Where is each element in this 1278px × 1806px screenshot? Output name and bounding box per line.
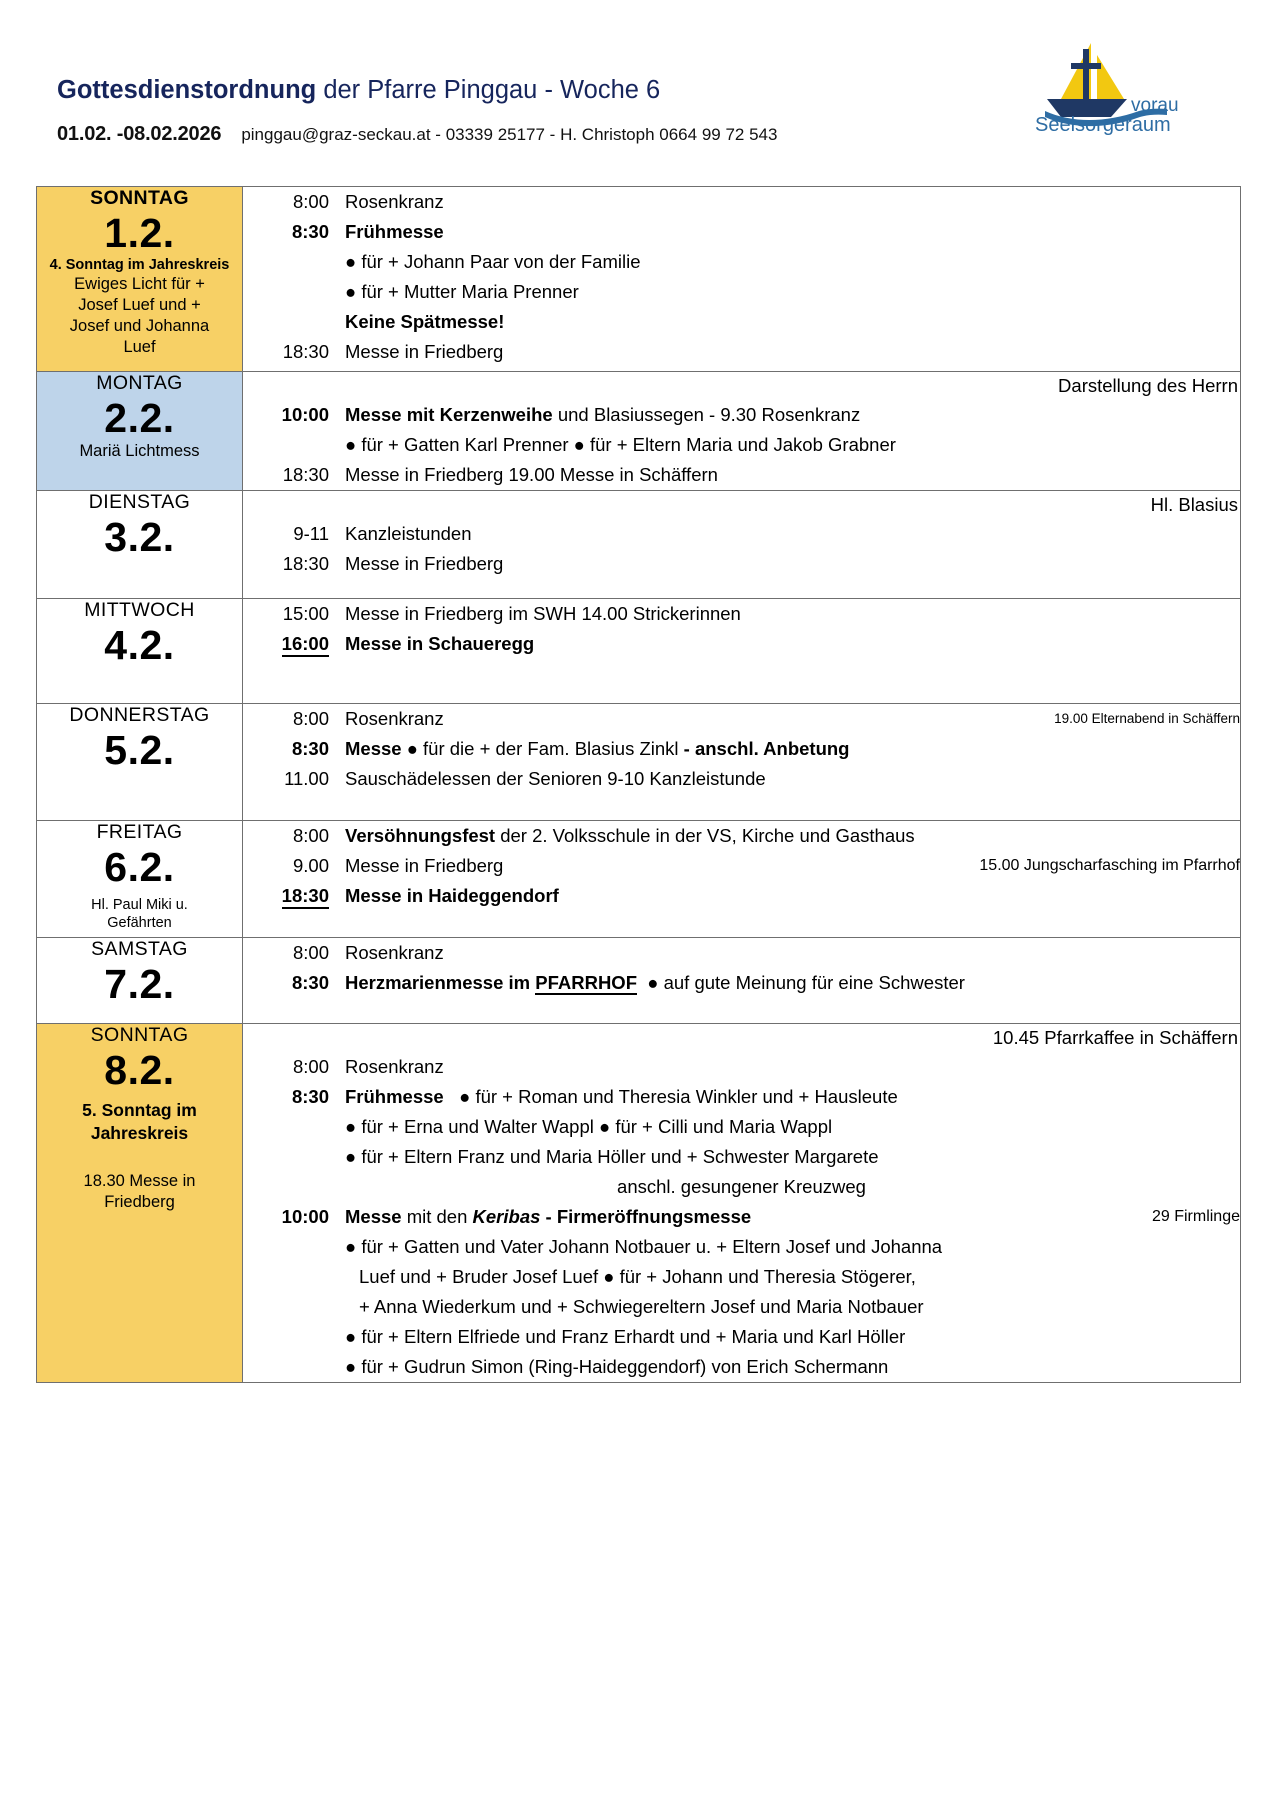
intention-text: ● für + Eltern Franz und Maria Höller und + Schwester Margarete — [345, 1146, 879, 1167]
intention-line — [243, 1292, 1240, 1322]
day-cell-sonntag-1-2 — [37, 187, 243, 372]
service-time: 18:30 — [282, 464, 329, 485]
day-feast-title: Hl. Blasius — [1150, 494, 1238, 515]
service-side-note: 29 Firmlinge — [1151, 1208, 1240, 1225]
day-cell-mittwoch-4-2 — [37, 599, 243, 704]
intention-text: ● für + Erna und Walter Wappl ● für + Cilli und Maria Wappl — [345, 1116, 833, 1137]
day-note-line: Mariä Lichtmess — [79, 442, 200, 460]
day-number: 1.2. — [104, 210, 175, 256]
day-content-mittwoch-4-2 — [243, 599, 1241, 704]
day-cell-samstag-7-2 — [37, 938, 243, 1024]
service-entry — [243, 734, 1240, 764]
intention-line — [243, 307, 1240, 337]
weekly-schedule-table — [36, 186, 1241, 1383]
intention-text: ● für + Gudrun Simon (Ring-Haideggendorf) von Erich Schermann — [345, 1356, 889, 1377]
day-cell-freitag-6-2 — [37, 821, 243, 938]
service-description: Messe in Friedberg 19.00 Messe in Schäffern — [345, 464, 718, 485]
day-number: 3.2. — [104, 514, 175, 560]
service-time: 8:30 — [291, 221, 329, 242]
service-entry — [243, 217, 1240, 247]
service-time: 8:30 — [291, 1086, 329, 1107]
service-description: Herzmarienmesse im PFARRHOF ● auf gute Meinung für eine Schwester — [345, 972, 965, 993]
day-number: 2.2. — [104, 395, 175, 441]
date-range: 01.02. -08.02.2026 — [57, 123, 222, 145]
sailboat-cross-icon — [1027, 25, 1202, 135]
vorau-seelsorgeraum-logo — [1027, 25, 1202, 135]
service-entry — [243, 460, 1240, 490]
schedule-row — [37, 491, 1241, 599]
service-description: Messe in Friedberg — [345, 855, 504, 876]
service-description: Frühmesse ● für + Roman und Theresia Winkler und + Hausleute — [345, 1086, 898, 1107]
service-time: 9-11 — [293, 523, 329, 544]
service-entry — [243, 599, 1240, 629]
service-time: 8:30 — [291, 972, 329, 993]
day-name: FREITAG — [96, 821, 183, 843]
day-name: DIENSTAG — [88, 491, 191, 513]
day-feast-note: 4. Sonntag im Jahreskreis — [49, 257, 230, 273]
schedule-row — [37, 938, 1241, 1024]
service-time: 8:00 — [292, 708, 329, 729]
service-side-note: 19.00 Elternabend in Schäffern — [1054, 711, 1240, 726]
intention-text: + Anna Wiederkum und + Schwiegereltern Josef und Maria Notbauer — [359, 1296, 924, 1317]
title-bold-part: Gottesdienstordnung — [57, 76, 317, 104]
service-time — [243, 629, 345, 659]
service-description: Rosenkranz — [345, 942, 444, 963]
day-note-line: Josef Luef und + — [78, 296, 201, 314]
intention-line — [243, 430, 1240, 460]
service-time: 9.00 — [292, 855, 329, 876]
day-number: 6.2. — [104, 844, 175, 890]
day-feast-title: 10.45 Pfarrkaffee in Schäffern — [992, 1027, 1238, 1048]
service-entry — [243, 764, 1240, 794]
intention-text: ● für + Mutter Maria Prenner — [345, 281, 579, 302]
day-content-dienstag-3-2 — [243, 491, 1241, 599]
service-time: 15:00 — [282, 603, 329, 624]
day-number: 4.2. — [104, 622, 175, 668]
service-description: Messe in Friedberg — [345, 341, 504, 362]
day-name: SONNTAG — [90, 1024, 189, 1046]
day-number: 8.2. — [104, 1047, 175, 1093]
service-description: Rosenkranz — [345, 708, 444, 729]
intention-text: ● für + Gatten Karl Prenner ● für + Eltern Maria und Jakob Grabner — [345, 434, 896, 455]
day-note-line: Friedberg — [104, 1193, 175, 1211]
intention-text: Luef und + Bruder Josef Luef ● für + Johann und Theresia Stögerer, — [359, 1266, 916, 1287]
intention-line — [243, 1262, 1240, 1292]
service-description: Messe ● für die + der Fam. Blasius Zinkl - anschl. Anbetung — [345, 738, 850, 759]
schedule-rows — [37, 187, 1241, 1383]
day-number: 5.2. — [104, 727, 175, 773]
schedule-row — [37, 1024, 1241, 1383]
intention-line — [243, 1232, 1240, 1262]
schedule-row — [37, 372, 1241, 491]
service-entry — [243, 187, 1240, 217]
service-description: Versöhnungsfest der 2. Volksschule in der VS, Kirche und Gasthaus — [345, 825, 915, 846]
day-content-montag-2-2 — [243, 372, 1241, 491]
service-time-underlined: 18:30 — [282, 885, 329, 909]
service-time: 18:30 — [282, 553, 329, 574]
day-note-line: Josef und Johanna — [69, 317, 210, 335]
day-cell-sonntag-8-2 — [37, 1024, 243, 1383]
service-entry — [243, 821, 1240, 851]
day-content-donnerstag-5-2 — [243, 704, 1241, 821]
service-description: Messe in Schaueregg — [345, 633, 535, 654]
service-description: Messe mit den Keribas - Firmeröffnungsmesse — [345, 1206, 752, 1227]
day-name: SONNTAG — [90, 187, 189, 209]
day-saint-line: Gefährten — [107, 915, 172, 931]
day-content-freitag-6-2 — [243, 821, 1241, 938]
day-note-line: Ewiges Licht für + — [74, 275, 205, 293]
contact-info: pinggau@graz-seckau.at - 03339 25177 - H. Christoph 0664 99 72 543 — [241, 125, 778, 144]
day-cell-donnerstag-5-2 — [37, 704, 243, 821]
day-name: MITTWOCH — [84, 599, 195, 621]
spacer — [37, 1145, 242, 1171]
service-time: 8:00 — [292, 191, 329, 212]
service-time — [243, 881, 345, 911]
intention-text: ● für + Gatten und Vater Johann Notbauer u. + Eltern Josef und Johanna — [345, 1236, 943, 1257]
service-entry — [243, 1052, 1240, 1082]
intention-line — [243, 277, 1240, 307]
day-name: DONNERSTAG — [69, 704, 210, 726]
logo-line2: Seelsorgeraum — [1035, 114, 1171, 135]
day-content-sonntag-8-2 — [243, 1024, 1241, 1383]
schedule-row — [37, 187, 1241, 372]
day-number: 7.2. — [104, 961, 175, 1007]
service-time-underlined: 16:00 — [282, 633, 329, 657]
document-header — [0, 0, 1278, 162]
day-content-sonntag-1-2 — [243, 187, 1241, 372]
service-description: Kanzleistunden — [345, 523, 472, 544]
intention-text: Keine Spätmesse! — [345, 311, 505, 332]
service-entry — [243, 851, 1240, 881]
intention-line — [243, 1112, 1240, 1142]
service-time: 18:30 — [282, 341, 329, 362]
service-time: 8:00 — [292, 825, 329, 846]
service-entry — [243, 549, 1240, 579]
schedule-row — [37, 821, 1241, 938]
day-note-line: Luef — [123, 338, 156, 356]
service-entry — [243, 400, 1240, 430]
intention-line — [243, 1322, 1240, 1352]
day-name: SAMSTAG — [91, 938, 188, 960]
service-description: Messe mit Kerzenweihe und Blasiussegen - 9.30 Rosenkranz — [345, 404, 861, 425]
service-time: 8:00 — [292, 1056, 329, 1077]
service-entry — [243, 968, 1240, 998]
service-description: Messe in Haideggendorf — [345, 885, 559, 906]
service-description: Sauschädelessen der Senioren 9-10 Kanzleistunde — [345, 768, 766, 789]
service-entry — [243, 629, 1240, 659]
service-entry — [243, 704, 1240, 734]
day-subtitle-line: 5. Sonntag im — [82, 1100, 197, 1120]
service-description: Rosenkranz — [345, 1056, 444, 1077]
day-content-samstag-7-2 — [243, 938, 1241, 1024]
service-entry — [243, 519, 1240, 549]
day-cell-montag-2-2 — [37, 372, 243, 491]
logo-line1: vorau — [1131, 95, 1179, 116]
intention-line — [243, 247, 1240, 277]
schedule-row — [37, 599, 1241, 704]
page-title — [57, 76, 660, 105]
service-time: 10:00 — [281, 1206, 329, 1227]
day-feast-title: Darstellung des Herrn — [1058, 375, 1238, 396]
service-time: 11.00 — [284, 768, 329, 789]
schedule-row — [37, 704, 1241, 821]
day-subtitle-line: Jahreskreis — [90, 1123, 189, 1143]
service-description: Rosenkranz — [345, 191, 444, 212]
intention-text: ● für + Eltern Elfriede und Franz Erhardt und + Maria und Karl Höller — [345, 1326, 906, 1347]
service-entry — [243, 881, 1240, 911]
day-saint-line: Hl. Paul Miki u. — [91, 897, 188, 913]
service-entry — [243, 938, 1240, 968]
header-subline — [57, 123, 777, 146]
intention-line — [243, 1142, 1240, 1172]
service-entry — [243, 1082, 1240, 1112]
day-note-line: 18.30 Messe in — [83, 1172, 196, 1190]
service-time: 8:30 — [291, 738, 329, 759]
day-name: MONTAG — [96, 372, 183, 394]
service-description: Frühmesse — [345, 221, 444, 242]
service-description: Messe in Friedberg im SWH 14.00 Strickerinnen — [345, 603, 741, 624]
service-side-note: 15.00 Jungscharfasching im Pfarrhof — [979, 857, 1240, 874]
service-description: Messe in Friedberg — [345, 553, 504, 574]
intention-center-line: anschl. gesungener Kreuzweg — [617, 1176, 866, 1197]
service-time: 10:00 — [281, 404, 329, 425]
service-entry — [243, 337, 1240, 367]
intention-text: ● für + Johann Paar von der Familie — [345, 251, 641, 272]
intention-line — [243, 1352, 1240, 1382]
title-rest-part: der Pfarre Pinggau - Woche 6 — [316, 76, 661, 104]
service-time: 8:00 — [292, 942, 329, 963]
service-entry — [243, 1202, 1240, 1232]
day-cell-dienstag-3-2 — [37, 491, 243, 599]
